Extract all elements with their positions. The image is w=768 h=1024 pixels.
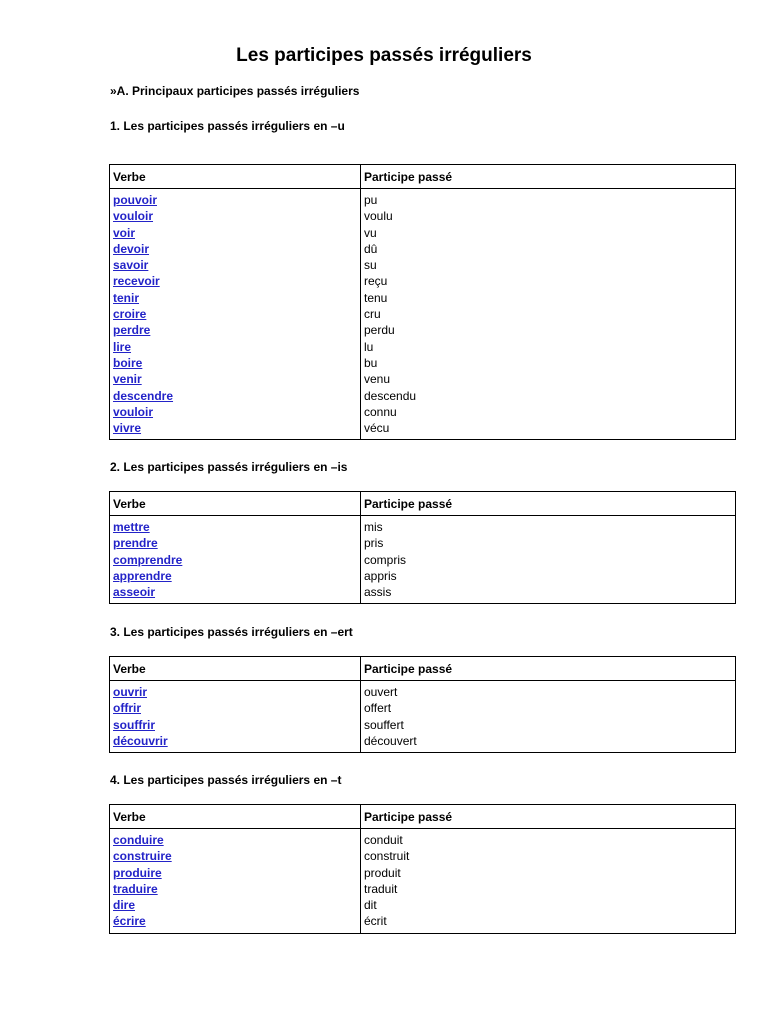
participle-column	[361, 189, 735, 439]
participle-cell: produit	[364, 865, 401, 880]
participle-cell: conduit	[364, 833, 403, 847]
verb-link-vouloir[interactable]: vouloir	[113, 209, 154, 224]
participle-cell: offert	[364, 701, 392, 716]
column-header-participle: Participe passé	[364, 662, 453, 676]
participle-cell: appris	[364, 568, 397, 583]
participle-cell: voulu	[364, 209, 393, 224]
participle-cell: reçu	[364, 274, 388, 289]
verb-link-decouvrir[interactable]: découvrir	[113, 733, 168, 748]
verb-link-venir[interactable]: venir	[113, 372, 142, 387]
verb-link-construire[interactable]: construire	[113, 849, 172, 864]
verb-link-savoir[interactable]: savoir	[113, 258, 149, 273]
participle-cell: mis	[364, 520, 383, 534]
participle-cell: cru	[364, 307, 381, 322]
table-body	[110, 516, 735, 603]
section-heading-ert: 3. Les participes passés irréguliers en –ert	[110, 625, 353, 639]
verb-link-vivre[interactable]: vivre	[113, 421, 142, 436]
participle-cell: pris	[364, 536, 384, 551]
verb-link-perdre[interactable]: perdre	[113, 323, 151, 338]
table-participles-t	[109, 804, 736, 934]
participle-cell: construit	[364, 849, 410, 864]
verb-link-souffrir[interactable]: souffrir	[113, 717, 155, 732]
verb-link-voir[interactable]: voir	[113, 225, 136, 240]
table-header	[110, 165, 735, 189]
verb-link-asseoir[interactable]: asseoir	[113, 585, 156, 600]
participle-cell: perdu	[364, 323, 395, 338]
column-header-verb: Verbe	[110, 165, 361, 188]
section-heading-is: 2. Les participes passés irréguliers en –is	[110, 460, 348, 474]
section-subtitle: »A. Principaux participes passés irréguliers	[110, 84, 360, 98]
column-header-participle: Participe passé	[364, 497, 453, 511]
table-body	[110, 829, 735, 933]
participle-cell: écrit	[364, 914, 387, 929]
table-body	[110, 681, 735, 752]
verb-link-apprendre[interactable]: apprendre	[113, 568, 172, 583]
table-header	[110, 805, 735, 829]
verb-link-boire[interactable]: boire	[113, 355, 143, 370]
column-header-verb: Verbe	[110, 805, 361, 828]
participle-cell: découvert	[364, 733, 417, 748]
participle-cell: lu	[364, 339, 374, 354]
verb-link-vouloir-2[interactable]: vouloir	[113, 404, 154, 419]
verb-link-tenir[interactable]: tenir	[113, 290, 140, 305]
participle-cell: assis	[364, 585, 392, 600]
participle-cell: tenu	[364, 290, 388, 305]
table-header	[110, 492, 735, 516]
page-title: Les participes passés irréguliers	[236, 45, 532, 66]
table-participles-ert	[109, 656, 736, 753]
verb-link-comprendre[interactable]: comprendre	[113, 552, 183, 567]
verb-column	[110, 189, 361, 439]
participle-column	[361, 516, 735, 603]
verb-link-offrir[interactable]: offrir	[113, 701, 141, 716]
table-participles-is	[109, 491, 736, 604]
participle-cell: traduit	[364, 881, 398, 896]
participle-cell: su	[364, 258, 377, 273]
verb-link-devoir[interactable]: devoir	[113, 241, 150, 256]
participle-cell: dû	[364, 241, 378, 256]
verb-link-ouvrir[interactable]: ouvrir	[113, 685, 148, 699]
verb-link-recevoir[interactable]: recevoir	[113, 274, 160, 289]
verb-link-dire[interactable]: dire	[113, 898, 136, 913]
verb-link-pouvoir[interactable]: pouvoir	[113, 193, 157, 207]
participle-column	[361, 681, 735, 752]
participle-cell: dit	[364, 898, 377, 913]
verb-link-mettre[interactable]: mettre	[113, 520, 150, 534]
column-header-participle: Participe passé	[364, 170, 453, 184]
verb-link-croire[interactable]: croire	[113, 307, 147, 322]
participle-cell: pu	[364, 193, 378, 207]
verb-link-traduire[interactable]: traduire	[113, 881, 158, 896]
participle-cell: bu	[364, 355, 378, 370]
verb-link-lire[interactable]: lire	[113, 339, 132, 354]
participle-cell: souffert	[364, 717, 404, 732]
section-heading-u: 1. Les participes passés irréguliers en –u	[110, 119, 345, 133]
column-header-verb: Verbe	[110, 657, 361, 680]
verb-column	[110, 829, 361, 933]
participle-cell: vu	[364, 225, 377, 240]
verb-column	[110, 516, 361, 603]
participle-column	[361, 829, 735, 933]
table-header	[110, 657, 735, 681]
participle-cell: compris	[364, 552, 407, 567]
verb-link-descendre[interactable]: descendre	[113, 388, 174, 403]
section-heading-t: 4. Les participes passés irréguliers en –t	[110, 773, 342, 787]
column-header-verb: Verbe	[110, 492, 361, 515]
verb-link-prendre[interactable]: prendre	[113, 536, 158, 551]
verb-link-produire[interactable]: produire	[113, 865, 162, 880]
participle-cell: vécu	[364, 421, 390, 436]
table-body	[110, 189, 735, 439]
participle-cell: connu	[364, 404, 397, 419]
participle-cell: venu	[364, 372, 391, 387]
participle-cell: ouvert	[364, 685, 398, 699]
verb-link-ecrire[interactable]: écrire	[113, 914, 146, 929]
participle-cell: descendu	[364, 388, 417, 403]
column-header-participle: Participe passé	[364, 810, 453, 824]
table-participles-u	[109, 164, 736, 440]
verb-column	[110, 681, 361, 752]
verb-link-conduire[interactable]: conduire	[113, 833, 164, 847]
